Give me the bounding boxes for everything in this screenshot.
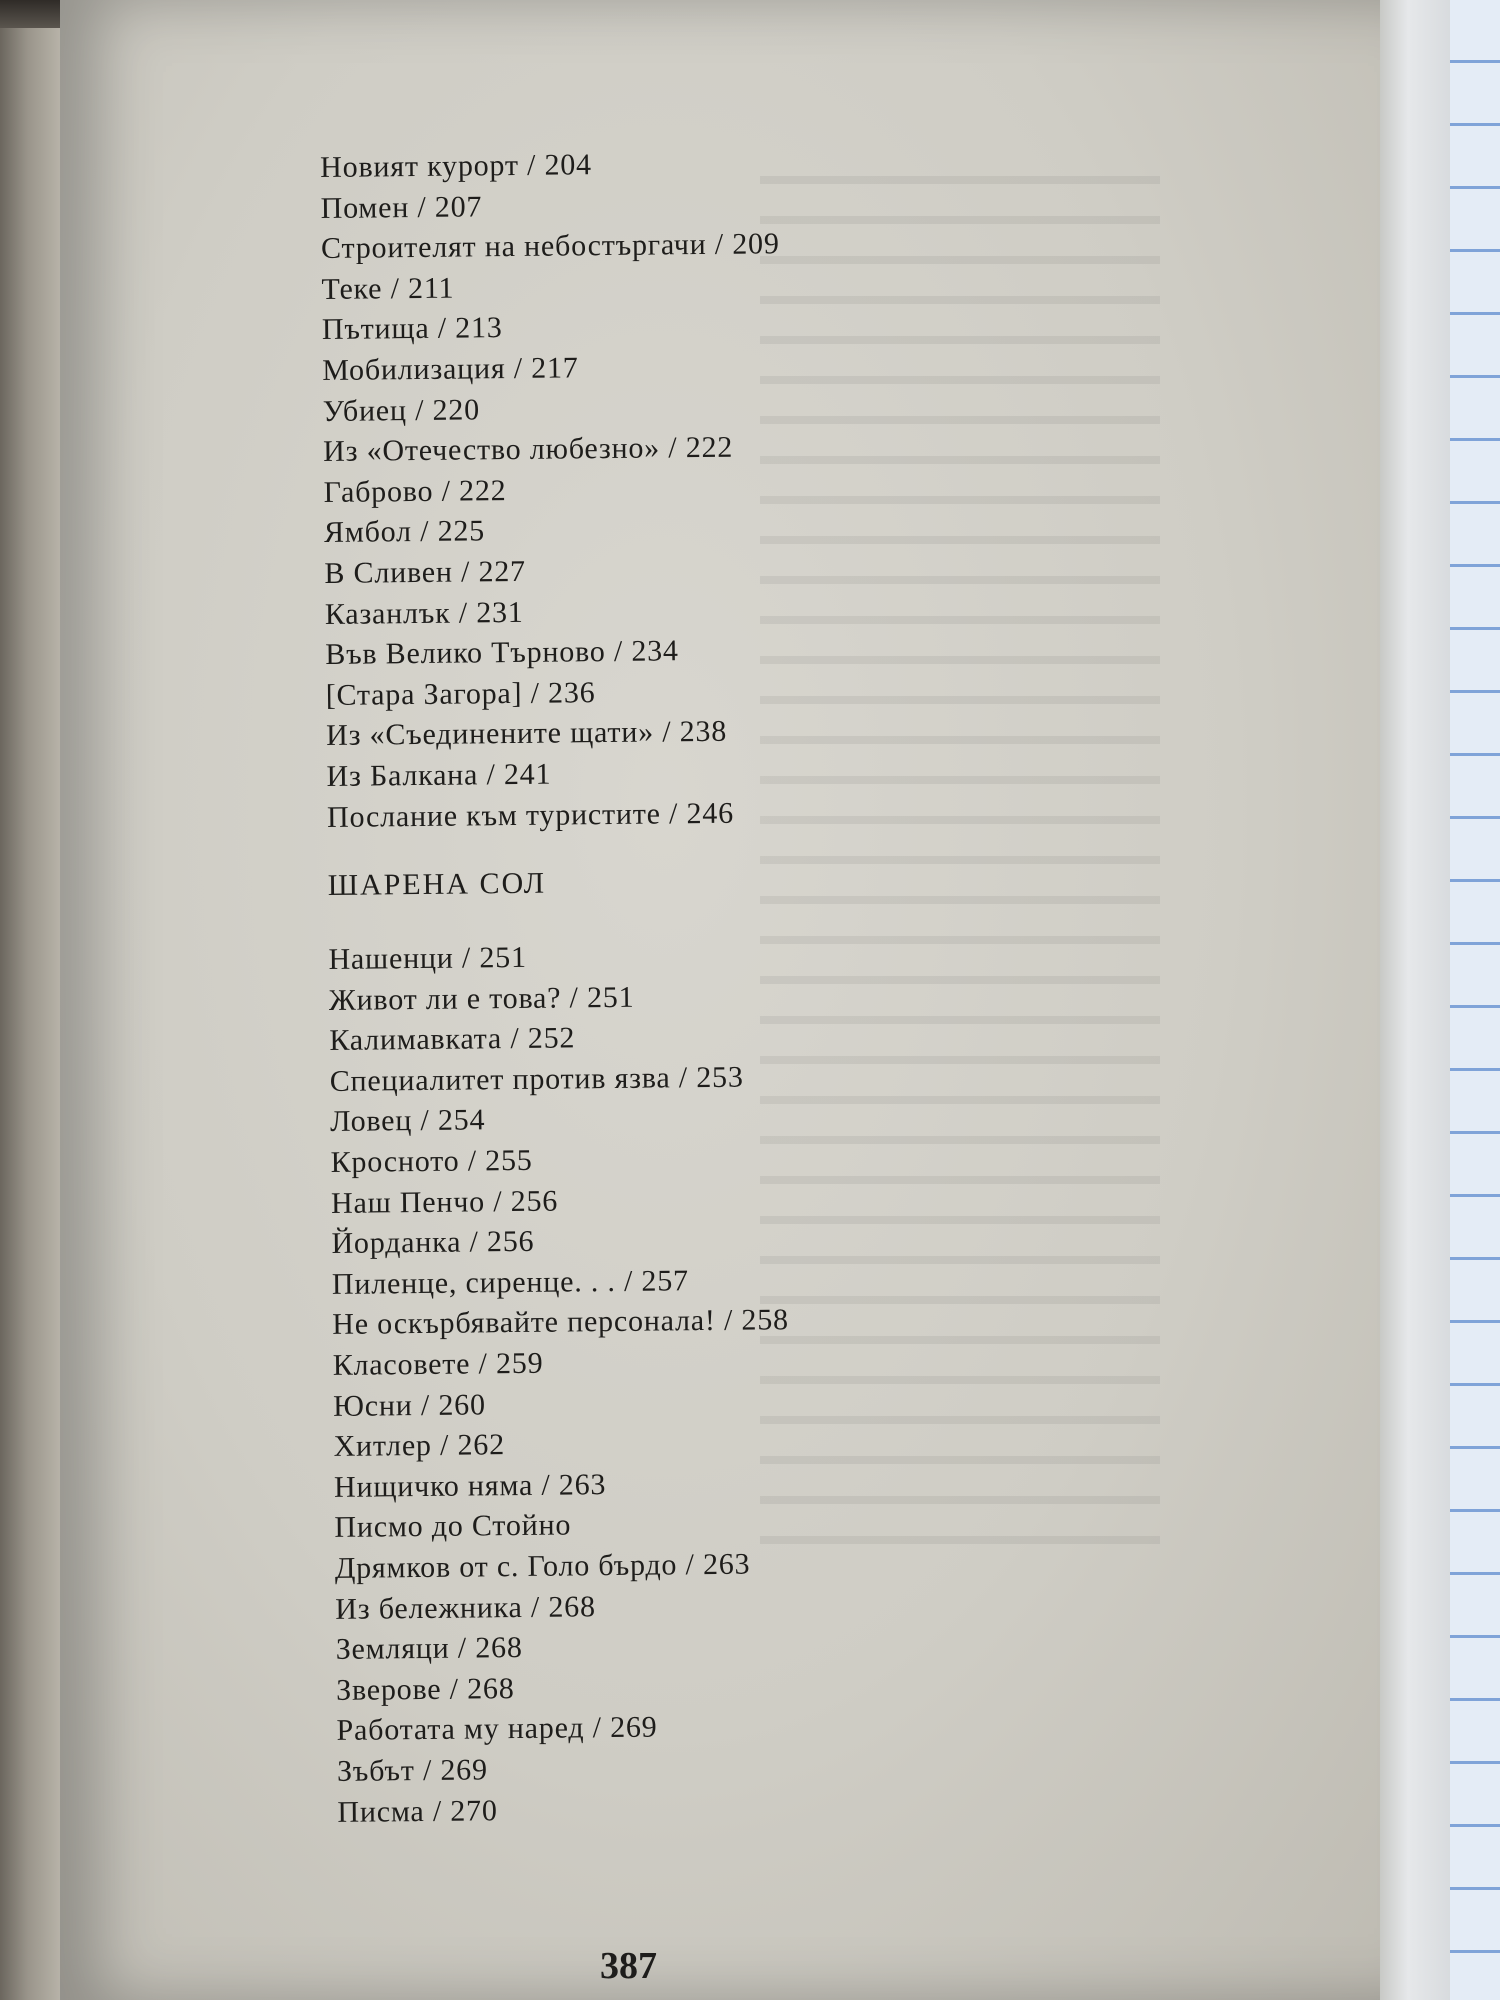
toc-entry: Писма / 270 [337,1793,498,1829]
toc-entry: Габрово / 222 [323,473,507,509]
toc-entry: Зъбът / 269 [336,1753,488,1788]
toc-entry: Писмо до Стойно [334,1508,572,1545]
toc-list-after [328,935,796,1833]
toc-entry: Юсни / 260 [333,1387,486,1423]
toc-entry: Пътища / 213 [321,311,503,347]
section-heading: ШАРЕНА СОЛ [327,866,547,903]
toc-entry: Специалитет против язва / 253 [329,1060,744,1098]
page-number: 387 [600,1945,657,1987]
toc-entry: [Стара Загора] / 236 [325,675,596,712]
toc-entry: Ямбол / 225 [323,514,486,550]
toc-entry: Из Балкана / 241 [326,757,552,793]
toc-entry: Ловец / 254 [330,1103,486,1139]
toc-entry: Класовете / 259 [332,1346,544,1382]
toc-entry: Казанлък / 231 [324,595,524,631]
toc-entry: Теке / 211 [321,271,455,306]
toc-entry: Нашенци / 251 [328,940,527,977]
toc-entry: Пиленце, сиренце. . . / 257 [331,1264,690,1301]
toc-entry: Дрямков от с. Голо бърдо / 263 [334,1547,751,1585]
toc-entry: Земляци / 268 [335,1631,523,1667]
toc-entry: Из бележника / 268 [335,1589,596,1626]
toc-entry: Мобилизация / 217 [322,351,579,387]
toc-entry: Строителят на небостъргачи / 209 [320,227,780,266]
table-of-contents [320,143,796,1833]
ruled-notebook-background [1450,0,1500,2000]
toc-entry: В Сливен / 227 [324,554,527,590]
toc-list-before [320,143,786,838]
toc-entry: Из «Съединените щати» / 238 [325,715,728,753]
toc-entry: Новият курорт / 204 [320,148,593,184]
toc-entry: Из «Отечество любезно» / 222 [323,430,734,469]
book-page-right-edge [1380,0,1450,2000]
toc-entry: Послание към туристите / 246 [326,796,735,834]
toc-entry: Наш Пенчо / 256 [330,1184,559,1220]
toc-entry: Нищичко няма / 263 [333,1467,607,1504]
toc-entry: Калимавката / 252 [329,1021,576,1058]
toc-entry: Хитлер / 262 [333,1428,506,1464]
toc-entry: Йорданка / 256 [331,1225,535,1261]
toc-entry: Не оскърбявайте персонала! / 258 [332,1303,790,1342]
toc-entry: Работата му наред / 269 [336,1710,658,1748]
toc-entry: Във Велико Търново / 234 [325,634,679,672]
toc-entry: Убиец / 220 [322,392,481,428]
toc-entry: Кросното / 255 [330,1143,533,1180]
show-through-text [760,150,1160,1550]
toc-entry: Зверове / 268 [335,1671,515,1707]
toc-entry: Помен / 207 [320,189,483,225]
toc-entry: Живот ли е това? / 251 [328,980,635,1017]
